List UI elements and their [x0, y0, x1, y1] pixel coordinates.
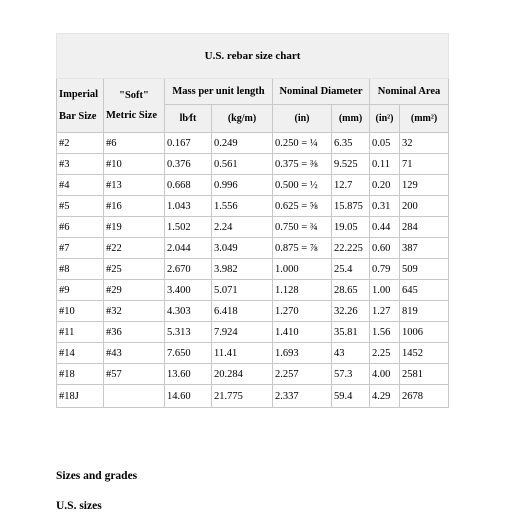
unit-in: (in): [273, 105, 332, 133]
table-cell: #32: [104, 301, 165, 322]
table-cell: 6.418: [212, 301, 273, 322]
table-cell: 129: [400, 175, 449, 196]
table-cell: 3.049: [212, 238, 273, 259]
table-cell: 509: [400, 259, 449, 280]
table-cell: 0.500 = ½: [273, 175, 332, 196]
table-cell: 284: [400, 217, 449, 238]
table-cell: 7.650: [165, 343, 212, 364]
table-cell: 0.79: [370, 259, 400, 280]
table-cell: #25: [104, 259, 165, 280]
table-cell: #2: [57, 133, 104, 154]
unit-lb-per-ft: lb⁄ft: [165, 105, 212, 133]
table-cell: 71: [400, 154, 449, 175]
table-cell: 0.44: [370, 217, 400, 238]
table-cell: 25.4: [332, 259, 370, 280]
table-cell: #18J: [57, 385, 104, 408]
table-cell: #13: [104, 175, 165, 196]
table-cell: 35.81: [332, 322, 370, 343]
table-cell: 1.270: [273, 301, 332, 322]
table-row: [57, 217, 449, 238]
table-cell: 200: [400, 196, 449, 217]
table-cell: 0.376: [165, 154, 212, 175]
table-cell: 1.043: [165, 196, 212, 217]
table-cell: #43: [104, 343, 165, 364]
table-cell: 1452: [400, 343, 449, 364]
table-cell: 9.525: [332, 154, 370, 175]
table-row: [57, 301, 449, 322]
unit-kg-per-m: (kg/m): [212, 105, 273, 133]
table-cell: 0.625 = ⅝: [273, 196, 332, 217]
table-cell: 6.35: [332, 133, 370, 154]
table-cell: 0.875 = ⅞: [273, 238, 332, 259]
table-cell: 0.996: [212, 175, 273, 196]
table-cell: 0.668: [165, 175, 212, 196]
table-cell: 4.00: [370, 364, 400, 385]
table-cell: 2.257: [273, 364, 332, 385]
table-cell: 1.000: [273, 259, 332, 280]
table-row: [57, 364, 449, 385]
table-cell: 0.250 = ¼: [273, 133, 332, 154]
table-cell: 0.11: [370, 154, 400, 175]
table-cell: #11: [57, 322, 104, 343]
table-row: [57, 259, 449, 280]
table-cell: 1.556: [212, 196, 273, 217]
table-cell: #18: [57, 364, 104, 385]
table-cell: 12.7: [332, 175, 370, 196]
table-cell: 1.693: [273, 343, 332, 364]
table-cell: #57: [104, 364, 165, 385]
table-cell: 14.60: [165, 385, 212, 408]
table-cell: [104, 385, 165, 408]
table-cell: 3.982: [212, 259, 273, 280]
table-cell: 0.561: [212, 154, 273, 175]
table-body: [57, 133, 449, 408]
table-cell: 5.071: [212, 280, 273, 301]
table-cell: 21.775: [212, 385, 273, 408]
table-cell: 1.502: [165, 217, 212, 238]
table-cell: 20.284: [212, 364, 273, 385]
unit-mm: (mm): [332, 105, 370, 133]
unit-mm2: (mm²): [400, 105, 449, 133]
table-cell: #22: [104, 238, 165, 259]
section-heading-sizes-and-grades: Sizes and grades: [56, 470, 138, 482]
table-row: [57, 280, 449, 301]
table-row: [57, 175, 449, 196]
table-cell: 32.26: [332, 301, 370, 322]
table-cell: 4.303: [165, 301, 212, 322]
section-heading-us-sizes: U.S. sizes: [56, 500, 102, 512]
table-cell: 0.750 = ¾: [273, 217, 332, 238]
table-cell: 59.4: [332, 385, 370, 408]
table-cell: 1.410: [273, 322, 332, 343]
table-row: [57, 385, 449, 408]
table-cell: 2581: [400, 364, 449, 385]
table-cell: 0.60: [370, 238, 400, 259]
unit-in2: (in²): [370, 105, 400, 133]
table-cell: 819: [400, 301, 449, 322]
table-cell: 32: [400, 133, 449, 154]
table-cell: 1.56: [370, 322, 400, 343]
table-cell: 645: [400, 280, 449, 301]
table-cell: #29: [104, 280, 165, 301]
table-cell: 4.29: [370, 385, 400, 408]
table-row: [57, 154, 449, 175]
table-cell: 19.05: [332, 217, 370, 238]
table-cell: #14: [57, 343, 104, 364]
table-cell: 0.249: [212, 133, 273, 154]
table-cell: #10: [57, 301, 104, 322]
table-cell: #6: [104, 133, 165, 154]
table-cell: 28.65: [332, 280, 370, 301]
table-cell: 15.875: [332, 196, 370, 217]
table-cell: #3: [57, 154, 104, 175]
table-cell: 2.670: [165, 259, 212, 280]
table-cell: 2.24: [212, 217, 273, 238]
table-cell: 2678: [400, 385, 449, 408]
table-cell: #9: [57, 280, 104, 301]
table-cell: 11.41: [212, 343, 273, 364]
table-cell: #5: [57, 196, 104, 217]
table-cell: 43: [332, 343, 370, 364]
table-cell: 1.00: [370, 280, 400, 301]
table-cell: #8: [57, 259, 104, 280]
table-cell: 22.225: [332, 238, 370, 259]
table-cell: 0.167: [165, 133, 212, 154]
table-cell: 2.337: [273, 385, 332, 408]
table-cell: #7: [57, 238, 104, 259]
table-cell: 5.313: [165, 322, 212, 343]
table-row: [57, 133, 449, 154]
table-cell: #6: [57, 217, 104, 238]
table-cell: #36: [104, 322, 165, 343]
header-imperial-bar-size: Imperial Bar Size: [57, 79, 104, 133]
table-row: [57, 322, 449, 343]
header-soft-metric-size: "Soft" Metric Size: [104, 79, 165, 133]
table-cell: #4: [57, 175, 104, 196]
header-nominal-area: Nominal Area: [370, 79, 449, 105]
header-nominal-diameter: Nominal Diameter: [273, 79, 370, 105]
table-cell: 3.400: [165, 280, 212, 301]
table-cell: 1.128: [273, 280, 332, 301]
table-caption: U.S. rebar size chart: [57, 34, 449, 79]
table-cell: #19: [104, 217, 165, 238]
table-row: [57, 196, 449, 217]
table-cell: 0.20: [370, 175, 400, 196]
header-mass-per-unit-length: Mass per unit length: [165, 79, 273, 105]
table-cell: 2.25: [370, 343, 400, 364]
table-cell: #16: [104, 196, 165, 217]
rebar-size-table: [56, 33, 449, 408]
table-cell: 0.05: [370, 133, 400, 154]
table-cell: 1.27: [370, 301, 400, 322]
table-cell: 0.375 = ⅜: [273, 154, 332, 175]
table-cell: 0.31: [370, 196, 400, 217]
table-row: [57, 238, 449, 259]
table-cell: #10: [104, 154, 165, 175]
table-cell: 13.60: [165, 364, 212, 385]
table-cell: 7.924: [212, 322, 273, 343]
table-cell: 2.044: [165, 238, 212, 259]
table-cell: 387: [400, 238, 449, 259]
rebar-document: [56, 33, 448, 408]
table-cell: 1006: [400, 322, 449, 343]
table-cell: 57.3: [332, 364, 370, 385]
table-row: [57, 343, 449, 364]
